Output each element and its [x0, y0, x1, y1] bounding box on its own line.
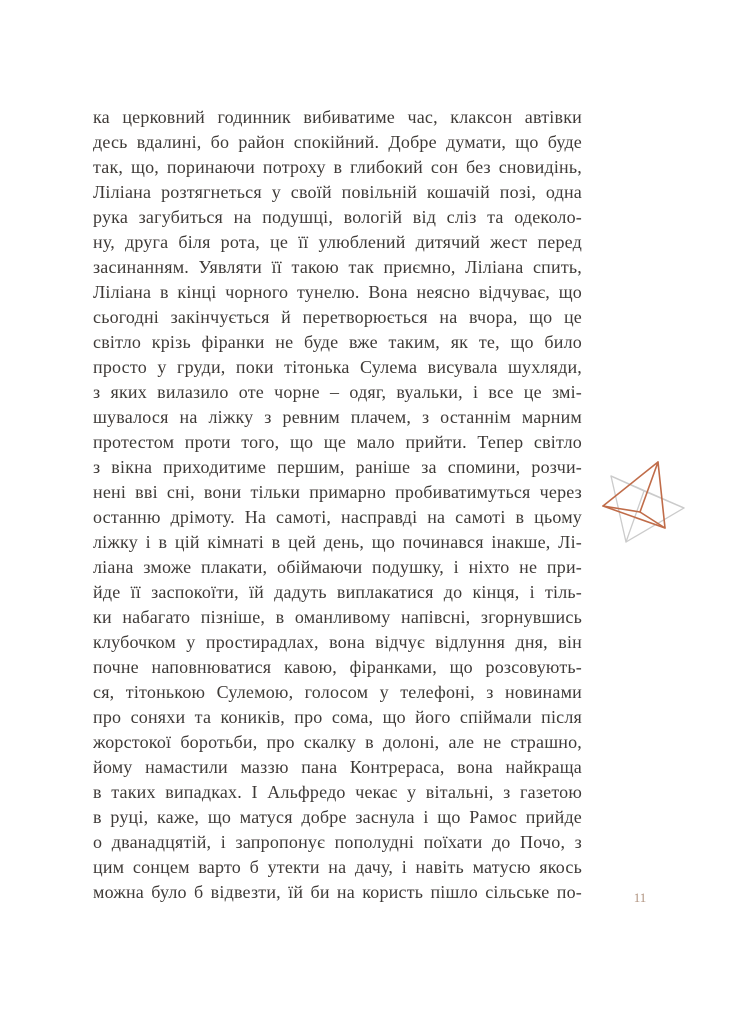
text-line: світло крізь фіранки не буде вже таким, як те, що било	[93, 332, 582, 352]
text-line: десь вдалині, бо район спокійний. Добре думати, що буде	[93, 132, 582, 152]
text-line: сьогодні закінчується й перетворюється на вчора, що це	[93, 307, 582, 327]
text-line: рука загубиться на подушці, вологій від сліз та одеколо-	[93, 207, 582, 227]
text-line: йому намастили маззю пана Контрераса, вона найкраща	[93, 757, 582, 777]
text-line: в таких випадках. І Альфредо чекає у вітальні, з газетою	[93, 782, 582, 802]
text-line: цим сонцем варто б утекти на дачу, і навіть матусю якось	[93, 857, 582, 877]
page-text	[93, 105, 582, 905]
page-number: 11	[633, 890, 647, 905]
text-line: йде її заспокоїти, їй дадуть виплакатися до кінця, і тіль-	[93, 582, 582, 602]
text-line: можна було б відвезти, їй би на користь пішло сільське по-	[93, 882, 582, 902]
text-line: Ліліана в кінці чорного тунелю. Вона неясно відчуває, що	[93, 282, 582, 302]
text-line: з яких вилазило оте чорне – одяг, вуальки, і все це змі-	[93, 382, 582, 402]
text-line: ліана зможе плакати, обіймаючи подушку, і ніхто не при-	[93, 557, 582, 577]
text-line: з вікна приходитиме першим, раніше за спомини, розчи-	[93, 457, 582, 477]
text-line: почне наповнюватися кавою, фіранками, що розсовують-	[93, 657, 582, 677]
text-line: нені вві сні, вони тільки примарно пробиватимуться через	[93, 482, 582, 502]
text-line: ну, друга біля рота, це її улюблений дитячий жест перед	[93, 232, 582, 252]
text-line: жорстокої боротьби, про скалку в долоні, але не страшно,	[93, 732, 582, 752]
text-line: Ліліана розтягнеться у своїй повільній кошачій позі, одна	[93, 182, 582, 202]
text-line: клубочком у простирадлах, вона відчує відлуння дня, він	[93, 632, 582, 652]
star-tetrahedron-icon	[597, 446, 697, 556]
text-line: ки набагато пізніше, в оманливому напівсні, згорнувшись	[93, 607, 582, 627]
text-line: ліжку і в цій кімнаті в цей день, що починався інакше, Лі-	[93, 532, 582, 552]
text-line: так, що, поринаючи потроху в глибокий сон без сновидінь,	[93, 157, 582, 177]
text-line: о дванадцятій, і запропонує пополудні поїхати до Почо, з	[93, 832, 582, 852]
text-line: засинанням. Уявляти її такою так приємно, Ліліана спить,	[93, 257, 582, 277]
text-line: в руці, каже, що матуся добре заснула і що Рамос прийде	[93, 807, 582, 827]
text-line: протестом проти того, що ще мало прийти. Тепер світло	[93, 432, 582, 452]
text-line: просто у груди, поки тітонька Сулема висувала шухляди,	[93, 357, 582, 377]
text-line: ка церковний годинник вибиватиме час, клаксон автівки	[93, 107, 582, 127]
text-line: ся, тітонькою Сулемою, голосом у телефоні, з новинами	[93, 682, 582, 702]
text-line: про соняхи та коників, про сома, що його спіймали після	[93, 707, 582, 727]
text-line: останню дрімоту. На самоті, насправді на самоті в цьому	[93, 507, 582, 527]
text-line: шувалося на ліжку з ревним плачем, з останнім марним	[93, 407, 582, 427]
